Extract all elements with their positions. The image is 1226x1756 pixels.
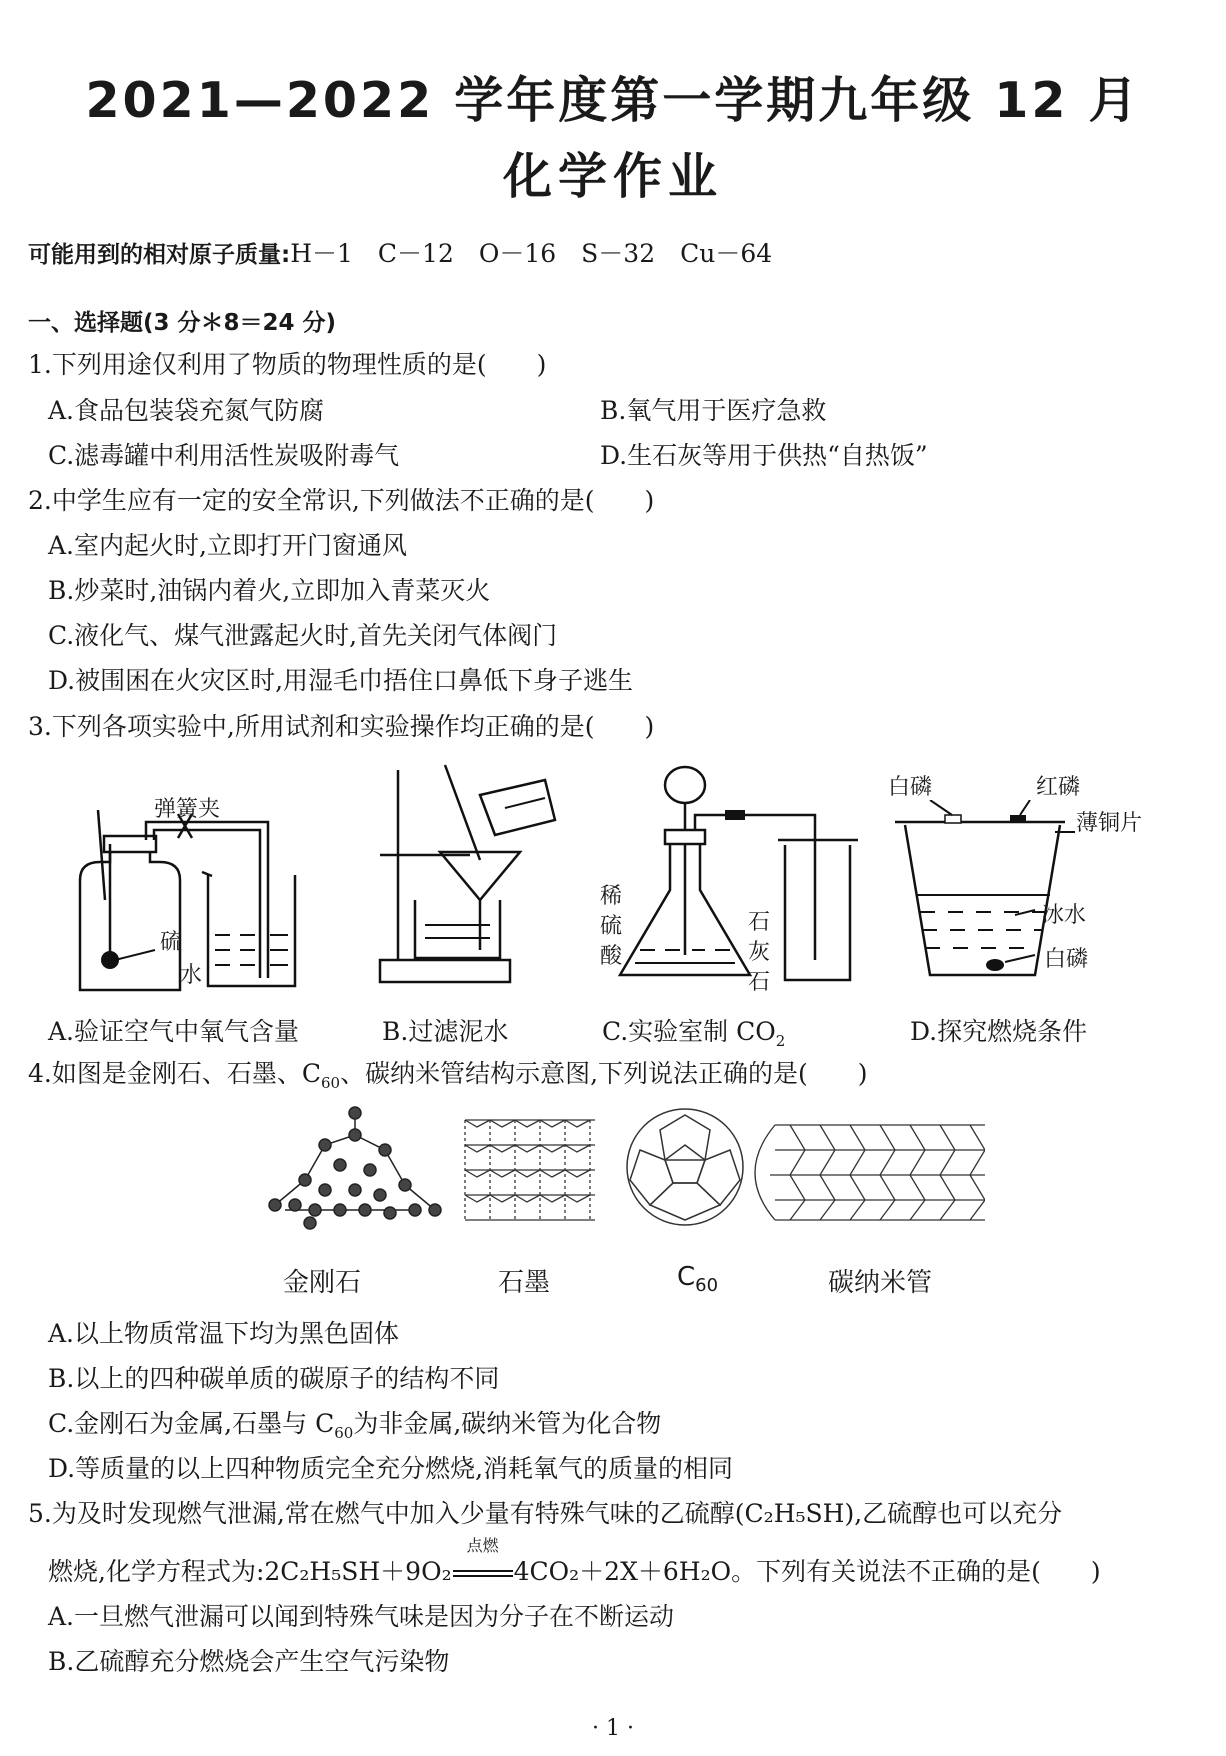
q4-stem [28, 1058, 868, 1099]
q4-option-c [48, 1408, 661, 1449]
q3-option-a: A.验证空气中氧气含量 [48, 1017, 300, 1046]
q4-option-b: B.以上的四种碳单质的碳原子的结构不同 [48, 1364, 500, 1393]
label-acid-char1: 稀 [600, 884, 623, 909]
label-stone-char2: 灰 [748, 940, 771, 965]
caption-c60 [677, 1262, 718, 1296]
label-limestone [748, 908, 778, 998]
q4-option-d: D.等质量的以上四种物质完全充分燃烧,消耗氧气的质量的相同 [48, 1454, 734, 1483]
label-stone-char1: 石 [748, 910, 771, 935]
q4-carbon-structures [265, 1105, 985, 1235]
label-white-phosphorus-bottom: 白磷 [1044, 947, 1089, 972]
q5-reaction-arrow [452, 1536, 514, 1588]
q3-figure-c [600, 760, 860, 1000]
q4-option-a: A.以上物质常温下均为黑色固体 [48, 1319, 400, 1348]
q5-equation-left: 燃烧,化学方程式为:2C₂H₅SH＋9O₂ [48, 1557, 452, 1586]
q3-stem: 3.下列各项实验中,所用试剂和实验操作均正确的是( ) [28, 712, 655, 741]
q4-stem-sub: 60 [320, 1074, 341, 1092]
page-number: · 1 · [592, 1716, 634, 1741]
label-water: 水 [180, 963, 203, 988]
q2-option-d: D.被围困在火灾区时,用湿毛巾捂住口鼻低下身子逃生 [48, 666, 634, 695]
label-white-phosphorus-top: 白磷 [888, 775, 933, 800]
caption-diamond: 金刚石 [283, 1268, 362, 1298]
q3-option-d: D.探究燃烧条件 [910, 1017, 1088, 1046]
q3-option-c-sub: 2 [775, 1032, 786, 1050]
q5-stem-line1: 5.为及时发现燃气泄漏,常在燃气中加入少量有特殊气味的乙硫醇(C₂H₅SH),乙硫醇也可以充分 [28, 1499, 1063, 1528]
label-acid-char2: 硫 [600, 914, 623, 939]
label-stone-char3: 石 [748, 970, 771, 995]
q3-option-c-text: C.实验室制 CO [602, 1017, 776, 1046]
label-acid-char3: 酸 [600, 944, 623, 969]
page-title-line1: 2021—2022 学年度第一学期九年级 12 月 [85, 72, 1141, 129]
q4-stem-pre: 4.如图是金刚石、石墨、C [28, 1059, 321, 1088]
q5-reaction-condition: 点燃 [466, 1536, 499, 1555]
q2-option-c: C.液化气、煤气泄露起火时,首先关闭气体阀门 [48, 621, 558, 650]
q2-stem: 2.中学生应有一定的安全常识,下列做法不正确的是( ) [28, 486, 655, 515]
q2-option-a: A.室内起火时,立即打开门窗通风 [48, 531, 407, 560]
caption-nanotube: 碳纳米管 [828, 1268, 933, 1298]
q5-option-b: B.乙硫醇充分燃烧会产生空气污染物 [48, 1647, 450, 1676]
q3-option-b: B.过滤泥水 [382, 1017, 509, 1046]
q1-stem: 1.下列用途仅利用了物质的物理性质的是( ) [28, 350, 547, 379]
q4-option-c-post: 为非金属,碳纳米管为化合物 [353, 1409, 662, 1438]
label-red-phosphorus: 红磷 [1036, 775, 1081, 800]
q2-option-b: B.炒菜时,油锅内着火,立即加入青菜灭火 [48, 576, 491, 605]
caption-c60-sub: 60 [695, 1275, 719, 1297]
q4-stem-post: 、碳纳米管结构示意图,下列说法正确的是( ) [340, 1059, 868, 1088]
q1-option-a: A.食品包装袋充氮气防腐 [48, 396, 325, 425]
q4-option-c-pre: C.金刚石为金属,石墨与 C [48, 1409, 335, 1438]
graphite-structure [465, 1120, 595, 1220]
q5-option-a: A.一旦燃气泄漏可以闻到特殊气味是因为分子在不断运动 [48, 1602, 675, 1631]
label-spring-clamp: 弹簧夹 [154, 797, 221, 822]
label-ice-water: 冰水 [1042, 903, 1087, 928]
diamond-structure [269, 1107, 441, 1229]
atomic-masses-label: 可能用到的相对原子质量: [28, 242, 291, 268]
q1-option-b: B.氧气用于医疗急救 [600, 396, 827, 425]
q5-stem-line2 [48, 1536, 1101, 1588]
label-dilute-sulfuric-acid [600, 882, 630, 972]
c60-structure [627, 1109, 743, 1225]
q1-option-d: D.生石灰等用于供热“自热饭” [600, 441, 928, 470]
q5-equation-right: 4CO₂＋2X＋6H₂O。下列有关说法不正确的是( ) [513, 1557, 1101, 1586]
page-title-line2: 化学作业 [502, 148, 723, 205]
q4-option-c-sub: 60 [334, 1424, 354, 1442]
q3-option-c [602, 1012, 785, 1050]
nanotube-structure [755, 1125, 985, 1220]
caption-graphite: 石墨 [498, 1268, 551, 1298]
q3-figure-b [370, 760, 560, 990]
label-copper-sheet: 薄铜片 [1076, 811, 1143, 836]
atomic-masses [28, 238, 772, 271]
atomic-masses-values: H－1 C－12 O－16 S－32 Cu－64 [290, 239, 773, 268]
section-heading: 一、选择题(3 分＊8＝24 分) [28, 310, 337, 336]
q1-option-c: C.滤毒罐中利用活性炭吸附毒气 [48, 441, 400, 470]
caption-c60-text: C [677, 1262, 696, 1292]
label-sulfur: 硫 [160, 930, 183, 955]
